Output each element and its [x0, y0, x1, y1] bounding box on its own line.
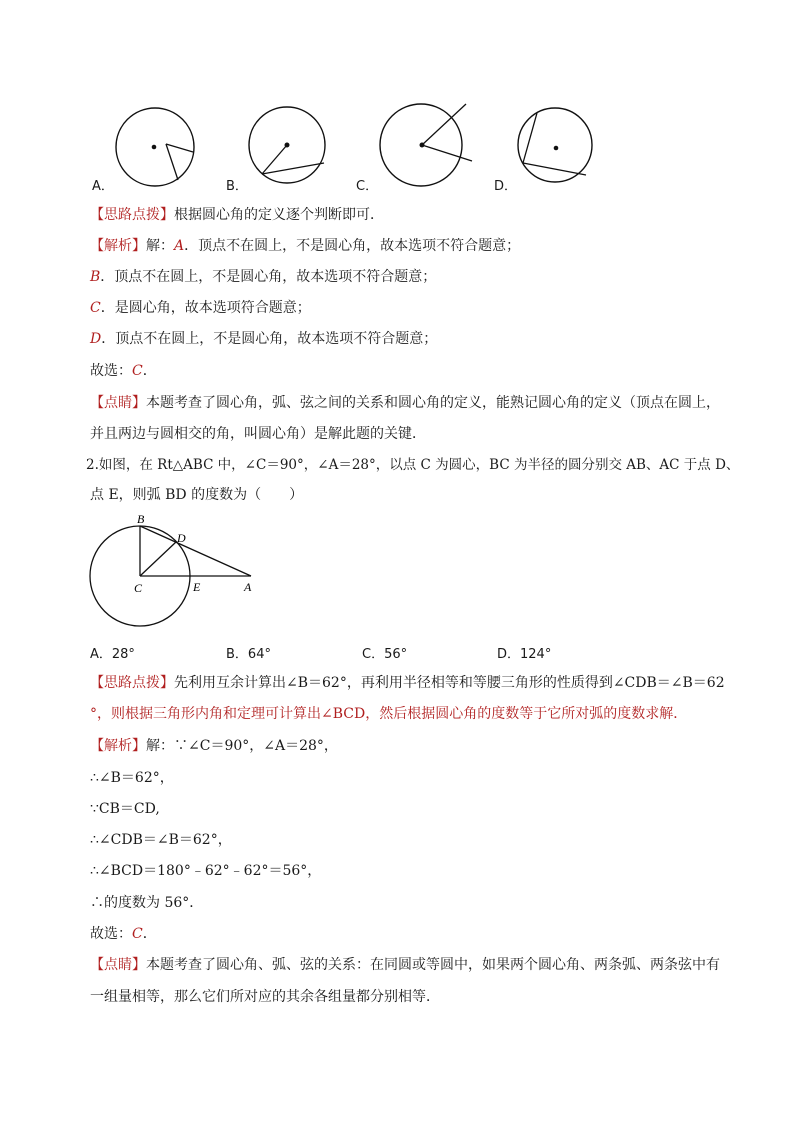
q2-stem-text-1: 2.如图，在 Rt△ABC 中，∠C＝90°，∠A＝28°，以点 C 为圆心，BC 为半径的圆分别交 AB、AC 于点 D、 [86, 457, 740, 473]
q1-choose [90, 361, 157, 381]
q1-d-text: ．顶点不在圆上，不是圆心角，故本选项不符合题意； [101, 331, 438, 347]
q1-b-letter: B [90, 269, 101, 285]
q1-comment-2 [90, 424, 426, 444]
label-e: E [193, 580, 201, 594]
figure-option-b [244, 100, 344, 190]
label-d: D [177, 531, 186, 545]
ray-a-1 [166, 144, 193, 152]
q1-a-text: ．顶点不在圆上，不是圆心角，故本选项不符合题意； [184, 238, 521, 254]
q2-tip-text-2: °，则根据三角形内角和定理可计算出∠BCD，然后根据圆心角的度数等于它所对弧的度数求解． [90, 706, 688, 722]
ray-c-1 [422, 104, 466, 145]
label-a: A [244, 580, 252, 594]
q2-choose-end: ． [142, 926, 157, 942]
q2-comment-1 [90, 955, 720, 975]
q2-figure [85, 510, 265, 640]
q1-tip [90, 205, 384, 225]
q1-analysis-intro: 解： [146, 238, 174, 254]
q1-c-letter: C [90, 300, 101, 316]
q1-tip-text: 根据圆心角的定义逐个判断即可． [174, 207, 384, 223]
q2-option-a: A．28° [90, 647, 135, 662]
q2-comment-label: 【点睛】 [90, 957, 146, 973]
q2-tip-label: 【思路点拨】 [90, 675, 174, 691]
option-c-label: C． [356, 179, 379, 194]
q2-step-3: ∴∠CDB＝∠B＝62°， [90, 832, 232, 848]
q1-analysis-a [90, 236, 520, 256]
q1-comment-1 [90, 393, 720, 413]
q2-choose-letter: C [132, 926, 143, 942]
ray-c-2 [422, 145, 472, 161]
q2-stem-text-2: 点 E，则弧 BD 的度数为（ ） [90, 487, 304, 503]
q2-tip-text-1: 先利用互余计算出∠B＝62°，再利用半径相等和等腰三角形的性质得到∠CDB＝∠B＝62 [174, 675, 725, 691]
q1-choose-end: ． [142, 363, 157, 379]
q2-step-5: ∴的度数为 56°． [90, 895, 204, 911]
segment-cd [140, 542, 176, 576]
chord-b [262, 163, 324, 174]
center-dot-d [554, 146, 559, 151]
q1-choose-letter: C [132, 363, 143, 379]
figure-option-c [378, 100, 488, 190]
q2-analysis-1 [90, 736, 338, 756]
q2-comment-text-2: 一组量相等，那么它们所对应的其余各组量都分别相等． [90, 989, 440, 1005]
q1-comment-text-2: 并且两边与圆相交的角，叫圆心角）是解此题的关键． [90, 426, 426, 442]
q1-analysis-c [90, 298, 311, 318]
q2-comment-2 [90, 987, 440, 1007]
q2-choose-prefix: 故选： [90, 926, 132, 942]
q1-analysis-d [90, 329, 437, 349]
figure-option-d [514, 105, 604, 190]
q2-stem-1 [86, 455, 739, 475]
chord-d-2 [523, 163, 586, 175]
q1-d-letter: D [90, 331, 102, 347]
circle-d [518, 108, 592, 182]
q1-tip-label: 【思路点拨】 [90, 207, 174, 223]
q1-c-text: ．是圆心角，故本选项符合题意； [100, 300, 311, 316]
q1-comment-text-1: 本题考查了圆心角，弧、弦之间的关系和圆心角的定义，能熟记圆心角的定义（顶点在圆上， [146, 395, 720, 411]
q2-stem-2 [90, 485, 303, 505]
q1-a-letter: A [174, 238, 185, 254]
q2-option-d: D．124° [497, 647, 552, 662]
q2-step-1: ∴∠B＝62°， [90, 770, 174, 786]
label-c: C [134, 581, 143, 595]
option-b-label: B． [226, 179, 248, 194]
segment-ba [140, 526, 251, 576]
q1-analysis-b [90, 267, 436, 287]
figure-option-a [110, 100, 210, 190]
q1-choose-prefix: 故选： [90, 363, 132, 379]
label-b: B [137, 512, 145, 526]
q2-analysis-text-1: 解：∵∠C＝90°，∠A＝28°， [146, 738, 338, 754]
q1-b-text: ．顶点不在圆上，不是圆心角，故本选项不符合题意； [100, 269, 437, 285]
option-d-label: D． [494, 179, 518, 194]
chord-d-1 [523, 113, 537, 163]
q2-tip-1 [90, 673, 725, 693]
ray-a-2 [166, 144, 178, 180]
center-dot-a [152, 145, 157, 150]
q2-comment-text-1: 本题考查了圆心角、弧、弦的关系：在同圆或等圆中，如果两个圆心角、两条弧、两条弦中有 [146, 957, 720, 973]
q2-analysis-label: 【解析】 [90, 738, 146, 754]
option-a-label: A． [92, 179, 114, 194]
q2-option-c: C．56° [362, 647, 408, 662]
q2-step-4: ∴∠BCD＝180°﹣62°﹣62°＝56°， [90, 863, 322, 879]
q1-comment-label: 【点睛】 [90, 395, 146, 411]
q2-tip-2 [90, 704, 687, 724]
q2-step-2: ∵CB＝CD, [90, 801, 160, 817]
q2-option-b: B．64° [226, 647, 271, 662]
q2-choose [90, 924, 157, 944]
q1-analysis-label: 【解析】 [90, 238, 146, 254]
